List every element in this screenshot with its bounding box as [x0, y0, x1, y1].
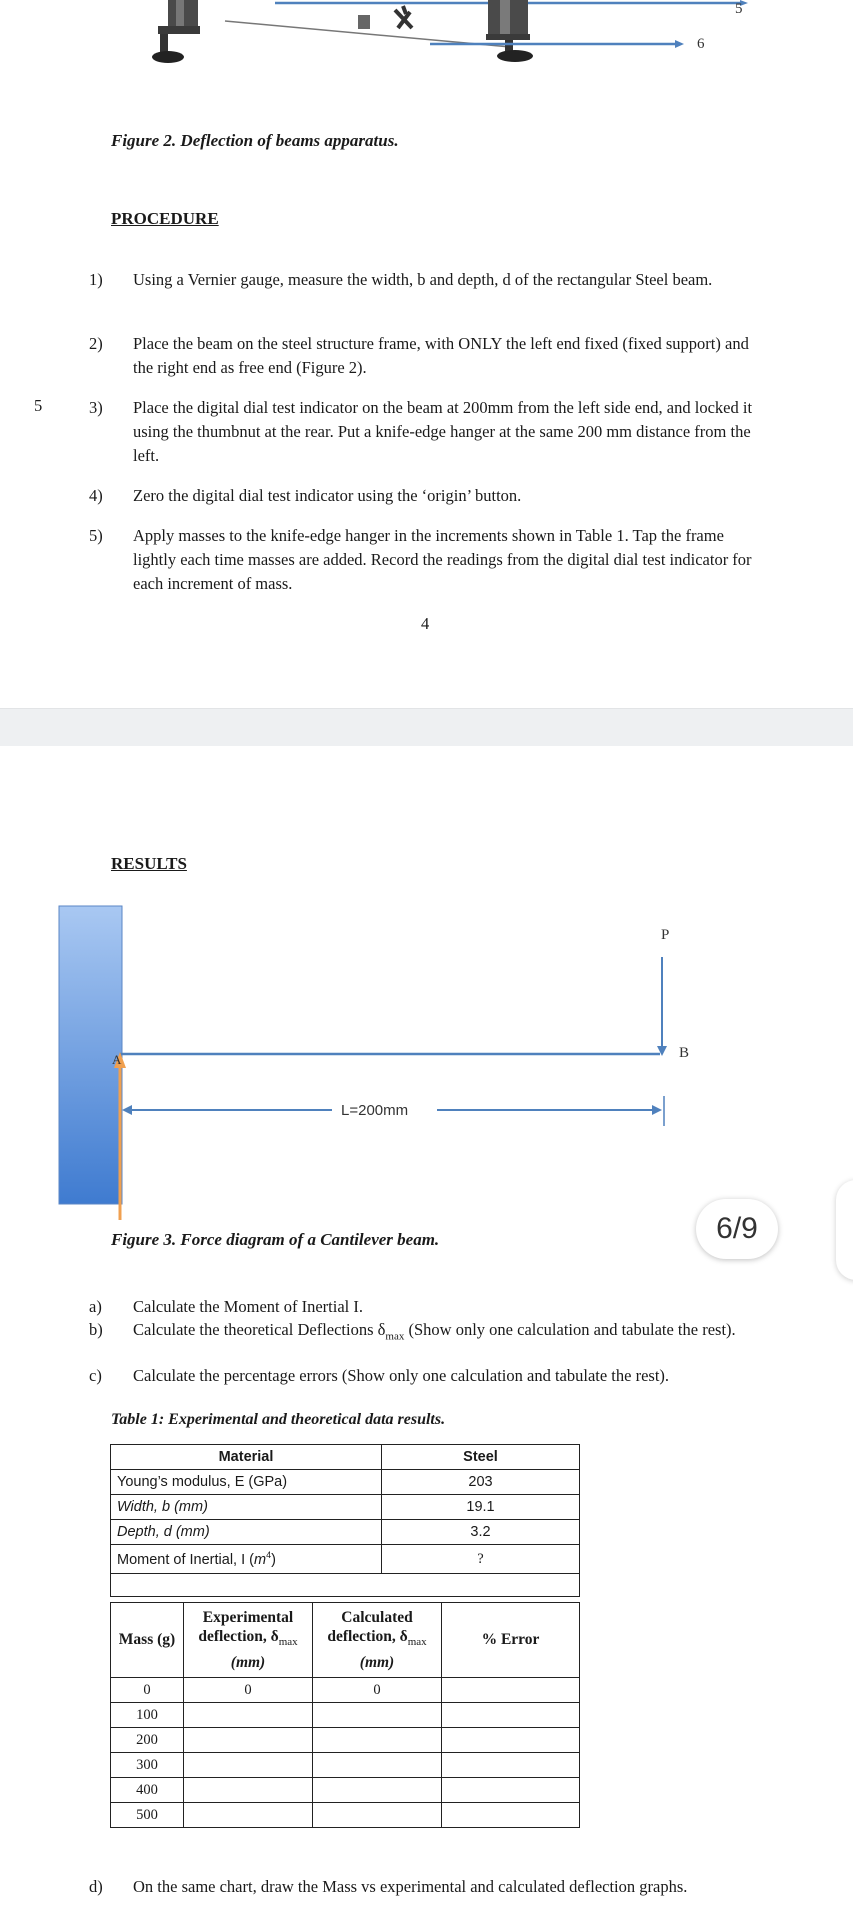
task-letter: a) [89, 1297, 102, 1316]
header-sub: max [407, 1636, 427, 1649]
header-text: deflection, δ [198, 1628, 279, 1646]
beam-bottom-arrow [675, 40, 684, 48]
page-number: 4 [421, 614, 430, 633]
calculated-cell: 0 [313, 1678, 442, 1703]
header-unit: (mm) [359, 1653, 395, 1671]
header-calculated [313, 1603, 442, 1678]
calculated-cell [313, 1803, 442, 1828]
margin-line-number: 5 [34, 396, 43, 415]
task-text: On the same chart, draw the Mass vs experimental and calculated deflection graphs. [133, 1877, 688, 1896]
task-letter: b) [89, 1320, 103, 1339]
task-text: Calculate the percentage errors (Show only one calculation and tabulate the rest). [133, 1366, 670, 1385]
property-value: 19.1 [382, 1495, 580, 1520]
label-5: 5 [735, 1, 743, 17]
table-header-row [111, 1445, 580, 1470]
header-line: Calculated [341, 1609, 413, 1627]
results-heading: RESULTS [111, 854, 187, 873]
property-label: Young’s modulus, E (GPa) [111, 1470, 382, 1495]
label-b: B [679, 1045, 690, 1061]
task-text-post: (Show only one calculation and tabulate the rest). [404, 1320, 736, 1339]
header-mass: Mass (g) [111, 1603, 184, 1678]
table-row [111, 1803, 580, 1828]
table-row [111, 1520, 580, 1545]
left-stand-foot [152, 51, 184, 63]
table-spacer-row [111, 1574, 580, 1597]
label-sup: 4 [266, 1550, 272, 1561]
header-experimental [184, 1603, 313, 1678]
thumbnut-clamp [395, 6, 412, 28]
table-caption: Table 1: Experimental and theoretical data results. [111, 1411, 446, 1428]
task-item [89, 1364, 773, 1388]
mass-cell: 0 [111, 1678, 184, 1703]
page-indicator-badge: 6/9 [696, 1199, 778, 1259]
page-4 [0, 0, 853, 708]
experimental-cell [184, 1703, 313, 1728]
left-stand-highlight [176, 0, 184, 30]
header-line [315, 1627, 439, 1652]
table-row [111, 1753, 580, 1778]
dimension-arrow-right [652, 1105, 662, 1115]
procedure-step [89, 332, 763, 380]
header-material: Material [111, 1445, 382, 1470]
step-text: Apply masses to the knife-edge hanger in the increments shown in Table 1. Tap the frame lightly each time masses are added. Record the readings from the digital dial test indicator for each increment of mass. [133, 526, 752, 593]
calculated-cell [313, 1728, 442, 1753]
procedure-step [89, 268, 763, 292]
experimental-cell [184, 1753, 313, 1778]
table-row [111, 1495, 580, 1520]
header-sub: max [278, 1636, 298, 1649]
step-text: Place the beam on the steel structure frame, with ONLY the left end fixed (fixed support) and the right end as free end (Figure 2). [133, 334, 749, 377]
table-row [111, 1778, 580, 1803]
property-label: Width, b (mm) [111, 1495, 382, 1520]
label-6: 6 [697, 36, 705, 52]
procedure-step [89, 484, 763, 508]
data-table [110, 1602, 580, 1828]
header-steel: Steel [382, 1445, 580, 1470]
experimental-cell: 0 [184, 1678, 313, 1703]
header-line: Experimental [202, 1609, 294, 1627]
error-cell [442, 1753, 580, 1778]
procedure-step [89, 396, 763, 468]
mass-cell: 300 [111, 1753, 184, 1778]
property-label [111, 1545, 382, 1574]
dimension-arrow-left [122, 1105, 132, 1115]
figure-2-caption: Figure 2. Deflection of beams apparatus. [111, 131, 399, 150]
right-stand-plate [486, 34, 530, 40]
header-error: % Error [442, 1603, 580, 1678]
cantilever-diagram [0, 900, 853, 1230]
task-letter: d) [89, 1877, 103, 1896]
right-stand-foot [497, 50, 533, 62]
error-cell [442, 1678, 580, 1703]
step-text: Zero the digital dial test indicator using the ‘origin’ button. [133, 486, 522, 505]
property-label: Depth, d (mm) [111, 1520, 382, 1545]
error-cell [442, 1778, 580, 1803]
error-cell [442, 1803, 580, 1828]
scroll-handle[interactable] [836, 1180, 853, 1280]
label-pre: Moment of Inertial, I ( [117, 1551, 254, 1568]
label-post: ) [271, 1551, 276, 1568]
experimental-cell [184, 1803, 313, 1828]
step-number: 1) [89, 270, 103, 289]
error-cell [442, 1703, 580, 1728]
task-item [89, 1318, 773, 1348]
step-number: 2) [89, 334, 103, 353]
mass-cell: 500 [111, 1803, 184, 1828]
task-item [89, 1295, 773, 1319]
task-text: Calculate the Moment of Inertial I. [133, 1297, 364, 1316]
dial-gauge-small [358, 15, 370, 29]
table-row [111, 1545, 580, 1574]
task-text: Calculate the theoretical Deflections δ [133, 1320, 386, 1339]
label-unit: m [254, 1551, 267, 1568]
calculated-cell [313, 1753, 442, 1778]
calculated-cell [313, 1703, 442, 1728]
header-unit: (mm) [230, 1653, 266, 1671]
label-a: A [112, 1052, 122, 1067]
figure-3-caption: Figure 3. Force diagram of a Cantilever beam. [111, 1230, 440, 1249]
task-letter: c) [89, 1366, 102, 1385]
step-number: 3) [89, 398, 103, 417]
step-text: Using a Vernier gauge, measure the width, b and depth, d of the rectangular Steel beam. [133, 270, 713, 289]
error-cell [442, 1728, 580, 1753]
header-line [186, 1627, 310, 1652]
step-number: 4) [89, 486, 103, 505]
mass-cell: 100 [111, 1703, 184, 1728]
mass-cell: 400 [111, 1778, 184, 1803]
step-number: 5) [89, 526, 103, 545]
table-row [111, 1470, 580, 1495]
data-header-row [111, 1603, 580, 1678]
experimental-cell [184, 1778, 313, 1803]
length-label: L=200mm [341, 1102, 409, 1119]
property-value: 203 [382, 1470, 580, 1495]
table-row [111, 1678, 580, 1703]
page-separator [0, 708, 853, 748]
procedure-heading: PROCEDURE [111, 209, 219, 228]
calculated-cell [313, 1778, 442, 1803]
properties-table [110, 1444, 580, 1597]
apparatus-figure [0, 0, 853, 80]
task-subscript: max [385, 1330, 405, 1343]
property-value: ? [382, 1545, 580, 1574]
table-row [111, 1728, 580, 1753]
left-stand-plate [158, 26, 200, 34]
label-p: P [661, 927, 670, 943]
spacer-cell [111, 1574, 580, 1597]
step-text: Place the digital dial test indicator on the beam at 200mm from the left side end, and locked it using the thumbnut at the rear. Put a knife-edge hanger at the same 200 mm distance from the left. [133, 398, 753, 465]
table-row [111, 1703, 580, 1728]
task-item [89, 1875, 813, 1899]
header-text: deflection, δ [327, 1628, 408, 1646]
right-stand-highlight [500, 0, 510, 36]
procedure-step [89, 524, 763, 596]
mass-cell: 200 [111, 1728, 184, 1753]
property-value: 3.2 [382, 1520, 580, 1545]
experimental-cell [184, 1728, 313, 1753]
